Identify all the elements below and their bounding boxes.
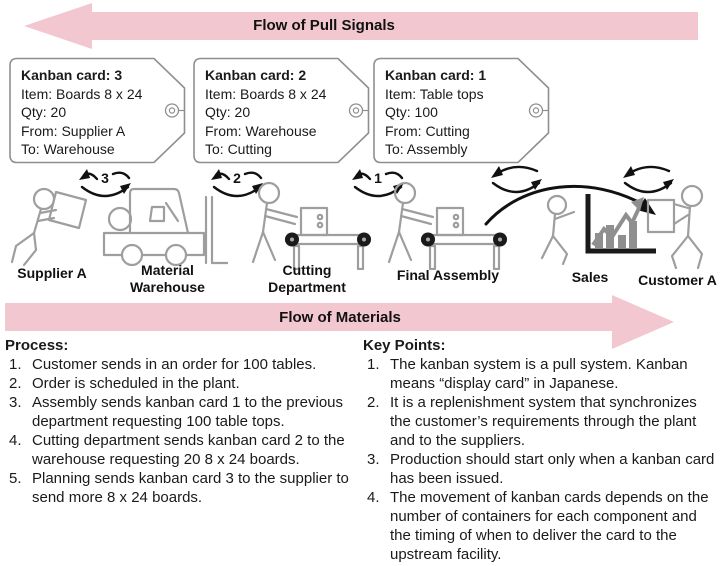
process-item [5,431,357,469]
process-item-number: 2. [9,375,22,392]
process-item-number: 4. [9,432,22,449]
worker-at-conveyor-icon [386,180,512,270]
forklift-icon [100,183,228,267]
materials-label: Flow of Materials [279,309,401,326]
key-point-number: 3. [367,451,380,468]
process-item-text: Cutting department sends kanban card 2 to the warehouse requesting 20 8 x 24 boards. [32,432,345,468]
kanban-card-to: To: Warehouse [21,141,115,158]
process-item [5,355,357,374]
kanban-card-to: To: Assembly [385,141,468,158]
kanban-card-item: Item: Boards 8 x 24 [21,85,143,102]
person-holding-board-icon [644,184,722,272]
process-section [5,336,357,507]
actor-label-supplier: Supplier A [17,265,87,281]
key-point-number: 4. [367,489,380,506]
process-item-text: Customer sends in an order for 100 tables. [32,356,317,373]
key-point-number: 1. [367,356,380,373]
actor-label-assembly: Final Assembly [396,267,500,283]
key-point-item [363,450,720,488]
process-item-text: Assembly sends kanban card 1 to the previous department requesting 100 table tops. [32,394,344,430]
process-item-text: Planning sends kanban card 3 to the supplier to send more 8 x 24 boards. [32,470,349,506]
kanban-card-qty: Qty: 20 [21,104,67,121]
key-point-item [363,355,720,393]
key-point-text: The movement of kanban cards depends on the number of containers for each component and the timing of when to deliver the card to the upstream facility. [390,489,709,563]
kanban-card-qty: Qty: 100 [385,104,438,121]
kanban-card-item: Item: Boards 8 x 24 [205,85,327,102]
kanban-card-title: Kanban card: 3 [21,67,123,83]
kanban-card-from: From: Cutting [385,122,470,139]
signal-number: 2 [233,170,241,186]
actor-label-warehouse: Material Warehouse [130,262,205,295]
kanban-card-from: From: Supplier A [21,122,126,139]
process-item [5,374,357,393]
kanban-card-3 [8,57,186,164]
signal-number: 3 [101,170,109,186]
key-point-number: 2. [367,394,380,411]
process-heading: Process: [5,337,69,354]
process-item-number: 3. [9,394,22,411]
actor-label-customer: Customer A [638,272,717,288]
kanban-card-from: From: Warehouse [205,122,317,139]
process-item-number: 5. [9,470,22,487]
signal-number: 1 [374,170,382,186]
kanban-card-item: Item: Table tops [385,85,484,102]
process-item-text: Order is scheduled in the plant. [32,375,240,392]
person-carrying-board-icon [8,186,100,268]
process-item-number: 1. [9,356,22,373]
kanban-card-to: To: Cutting [205,141,272,158]
key-point-text: The kanban system is a pull system. Kanban means “display card” in Japanese. [390,356,688,392]
process-item [5,393,357,431]
key-point-text: Production should start only when a kanban card has been issued. [390,451,715,487]
actor-label-cutting: Cutting Department [268,262,346,295]
kanban-card-title: Kanban card: 2 [205,67,307,83]
key-points-section [363,336,720,564]
key-point-item [363,393,720,450]
key-points-heading: Key Points: [363,337,446,354]
kanban-card-2 [192,57,370,164]
process-item [5,469,357,507]
pull-signals-label: Flow of Pull Signals [253,17,395,34]
kanban-card-1 [372,57,550,164]
kanban-card-title: Kanban card: 1 [385,67,487,83]
actor-label-sales: Sales [571,269,609,285]
worker-at-conveyor-icon [250,180,376,270]
key-point-text: It is a replenishment system that synchronizes the customer’s requirements through the plant and to the suppliers. [390,394,697,449]
key-point-item [363,488,720,564]
kanban-card-qty: Qty: 20 [205,104,251,121]
